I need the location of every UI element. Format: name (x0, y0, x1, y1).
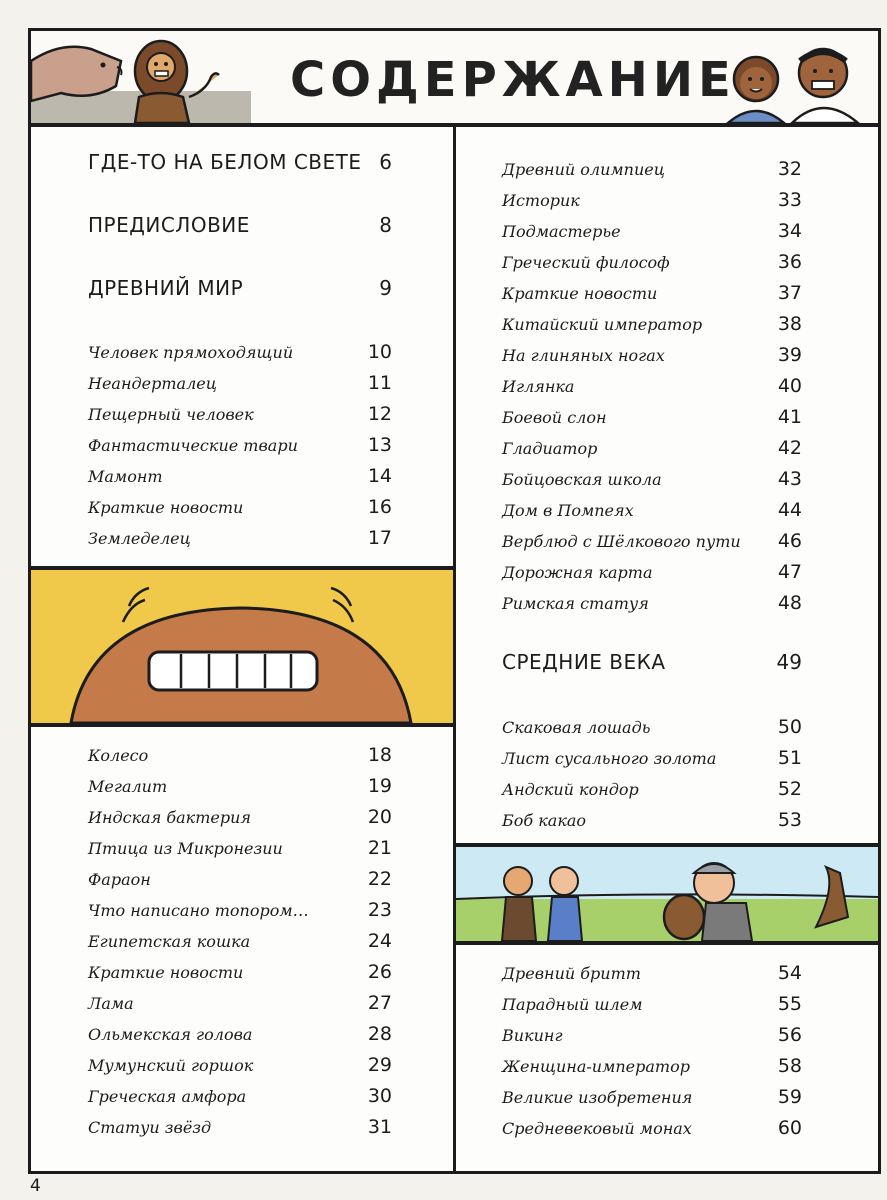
toc-entry[interactable] (88, 372, 392, 394)
toc-entry-page: 60 (777, 1117, 802, 1139)
toc-entry-title: СРЕДНИЕ ВЕКА (502, 650, 666, 674)
toc-entry-title: Древний олимпиец (502, 160, 665, 179)
toc-entry[interactable] (88, 496, 392, 518)
toc-entry-title: Мамонт (88, 467, 163, 486)
toc-entry-title: Индская бактерия (88, 808, 252, 827)
toc-entry-title: Человек прямоходящий (88, 343, 294, 362)
toc-entry-title: Верблюд с Шёлкового пути (502, 532, 741, 551)
toc-entry-title: На глиняных ногах (502, 346, 665, 365)
toc-entry[interactable] (502, 809, 802, 831)
toc-entry[interactable] (88, 1054, 392, 1076)
toc-entry-page: 49 (776, 650, 802, 674)
toc-entry[interactable] (88, 744, 392, 766)
toc-entry[interactable] (502, 282, 802, 304)
toc-entry-page: 13 (367, 434, 392, 456)
toc-entry-page: 54 (777, 962, 802, 984)
toc-entry[interactable] (502, 530, 802, 552)
toc-entry-title: Женщина-император (502, 1057, 690, 1076)
toc-entry[interactable] (88, 527, 392, 549)
toc-entry[interactable] (88, 276, 392, 300)
toc-entry-page: 23 (367, 899, 392, 921)
toc-entry[interactable] (88, 403, 392, 425)
toc-entry-title: Дом в Помпеях (502, 501, 634, 520)
toc-entry[interactable] (502, 716, 802, 738)
toc-entry[interactable] (502, 220, 802, 242)
cave-people-illustration (31, 31, 251, 123)
toc-entry-page: 33 (777, 189, 802, 211)
toc-entry-page: 53 (777, 809, 802, 831)
toc-entry[interactable] (502, 499, 802, 521)
toc-entry[interactable] (502, 313, 802, 335)
toc-entry-page: 52 (777, 778, 802, 800)
toc-entry-page: 22 (367, 868, 392, 890)
toc-entry-title: Греческая амфора (88, 1087, 247, 1106)
toc-entry-page: 42 (777, 437, 802, 459)
toc-entry[interactable] (502, 158, 802, 180)
toc-entry-title: Иглянка (502, 377, 575, 396)
toc-entry-page: 30 (367, 1085, 392, 1107)
toc-entry-title: ГДЕ-ТО НА БЕЛОМ СВЕТЕ (88, 150, 362, 174)
vikings-scene-panel (453, 844, 881, 944)
toc-entry-title: Средневековый монах (502, 1119, 692, 1138)
toc-entry[interactable] (88, 150, 392, 174)
toc-entry-title: Лама (88, 994, 134, 1013)
toc-entry-page: 19 (367, 775, 392, 797)
toc-entry[interactable] (502, 993, 802, 1015)
toc-entry[interactable] (502, 962, 802, 984)
toc-entry-page: 38 (777, 313, 802, 335)
toc-entry-page: 43 (777, 468, 802, 490)
toc-entry-title: ДРЕВНИЙ МИР (88, 276, 244, 300)
toc-entry[interactable] (502, 1055, 802, 1077)
toc-entry[interactable] (88, 899, 392, 921)
toc-entry[interactable] (502, 650, 802, 674)
toc-entry-title: Пещерный человек (88, 405, 254, 424)
toc-entry[interactable] (88, 465, 392, 487)
toc-entry-page: 41 (777, 406, 802, 428)
toc-entry[interactable] (88, 992, 392, 1014)
toc-entry-page: 37 (777, 282, 802, 304)
vikings-illustration (456, 847, 878, 941)
toc-entry-title: Парадный шлем (502, 995, 643, 1014)
toc-entry[interactable] (502, 561, 802, 583)
toc-entry-page: 59 (777, 1086, 802, 1108)
toc-entry-page: 48 (777, 592, 802, 614)
toc-entry-title: Краткие новости (88, 963, 244, 982)
toc-entry[interactable] (88, 1085, 392, 1107)
toc-entry[interactable] (502, 251, 802, 273)
toc-entry-title: Краткие новости (88, 498, 244, 517)
toc-entry-title: Статуи звёзд (88, 1118, 212, 1137)
toc-entry-page: 9 (379, 276, 392, 300)
toc-entry-title: Птица из Микронезии (88, 839, 283, 858)
toc-entry-page: 27 (367, 992, 392, 1014)
toc-entry[interactable] (502, 747, 802, 769)
toc-entry[interactable] (502, 1117, 802, 1139)
toc-entry[interactable] (502, 189, 802, 211)
toc-entry-page: 18 (367, 744, 392, 766)
toc-entry-page: 39 (777, 344, 802, 366)
toc-entry[interactable] (88, 341, 392, 363)
toc-entry[interactable] (88, 806, 392, 828)
toc-entry-title: Греческий философ (502, 253, 670, 272)
toc-entry-page: 34 (777, 220, 802, 242)
toc-entry-title: Мумунский горшок (88, 1056, 254, 1075)
toc-entry[interactable] (88, 868, 392, 890)
toc-entry[interactable] (502, 468, 802, 490)
toc-entry-page: 20 (367, 806, 392, 828)
toc-entry-title: Гладиатор (502, 439, 598, 458)
toc-entry-page: 50 (777, 716, 802, 738)
toc-entry-page: 46 (777, 530, 802, 552)
toc-entry-title: Подмастерье (502, 222, 621, 241)
toc-entry-page: 29 (367, 1054, 392, 1076)
toc-entry-title: Фараон (88, 870, 151, 889)
toc-entry-page: 28 (367, 1023, 392, 1045)
smiling-face-illustration-panel (28, 567, 456, 726)
toc-entry[interactable] (88, 1116, 392, 1138)
toc-entry[interactable] (88, 1023, 392, 1045)
toc-entry-page: 40 (777, 375, 802, 397)
toc-entry-page: 10 (367, 341, 392, 363)
toc-entry[interactable] (502, 592, 802, 614)
page-number: 4 (30, 1176, 41, 1196)
toc-entry-page: 36 (777, 251, 802, 273)
toc-entry[interactable] (502, 406, 802, 428)
toc-entry-title: Китайский император (502, 315, 703, 334)
grinning-face-illustration (31, 570, 453, 723)
toc-entry-page: 51 (777, 747, 802, 769)
toc-entry-title: Краткие новости (502, 284, 658, 303)
toc-entry-title: Римская статуя (502, 594, 649, 613)
toc-entry-page: 14 (367, 465, 392, 487)
toc-entry-title: Колесо (88, 746, 149, 765)
toc-entry-page: 26 (367, 961, 392, 983)
toc-entry-title: Боевой слон (502, 408, 607, 427)
toc-entry-page: 58 (777, 1055, 802, 1077)
toc-entry-page: 31 (367, 1116, 392, 1138)
toc-entry[interactable] (502, 778, 802, 800)
toc-entry[interactable] (502, 375, 802, 397)
toc-entry[interactable] (88, 434, 392, 456)
toc-entry-page: 6 (379, 150, 392, 174)
toc-entry-title: Дорожная карта (502, 563, 653, 582)
toc-entry-title: Древний бритт (502, 964, 641, 983)
toc-entry-title: Ольмекская голова (88, 1025, 253, 1044)
toc-entry[interactable] (88, 961, 392, 983)
toc-entry-title: Египетская кошка (88, 932, 251, 951)
toc-entry-page: 44 (777, 499, 802, 521)
toc-entry[interactable] (502, 437, 802, 459)
toc-entry-title: Андский кондор (502, 780, 639, 799)
toc-entry-page: 21 (367, 837, 392, 859)
toc-entry-title: Что написано топором… (88, 901, 309, 920)
toc-entry-page: 8 (379, 213, 392, 237)
toc-entry[interactable] (88, 837, 392, 859)
toc-entry-page: 56 (777, 1024, 802, 1046)
toc-entry[interactable] (88, 213, 392, 237)
toc-entry-title: Скаковая лошадь (502, 718, 651, 737)
toc-entry-title: Фантастические твари (88, 436, 298, 455)
toc-entry-page: 32 (777, 158, 802, 180)
toc-entry-title: Бойцовская школа (502, 470, 662, 489)
toc-entry[interactable] (502, 1024, 802, 1046)
toc-entry-page: 55 (777, 993, 802, 1015)
toc-entry[interactable] (502, 344, 802, 366)
toc-entry-page: 11 (367, 372, 392, 394)
toc-entry[interactable] (88, 930, 392, 952)
toc-entry-title: Неандерталец (88, 374, 217, 393)
toc-entry[interactable] (88, 775, 392, 797)
toc-entry-title: Боб какао (502, 811, 587, 830)
toc-entry-title: Викинг (502, 1026, 563, 1045)
toc-entry-title: ПРЕДИСЛОВИЕ (88, 213, 250, 237)
toc-entry[interactable] (502, 1086, 802, 1108)
page-title: СОДЕРЖАНИЕ (290, 52, 736, 108)
toc-entry-title: Великие изобретения (502, 1088, 693, 1107)
toc-entry-page: 47 (777, 561, 802, 583)
toc-entry-title: Мегалит (88, 777, 168, 796)
toc-entry-title: Лист сусального золота (502, 749, 717, 768)
toc-entry-title: Историк (502, 191, 580, 210)
toc-entry-page: 16 (367, 496, 392, 518)
toc-entry-page: 24 (367, 930, 392, 952)
toc-entry-title: Земледелец (88, 529, 191, 548)
toc-entry-page: 17 (367, 527, 392, 549)
toc-entry-page: 12 (367, 403, 392, 425)
